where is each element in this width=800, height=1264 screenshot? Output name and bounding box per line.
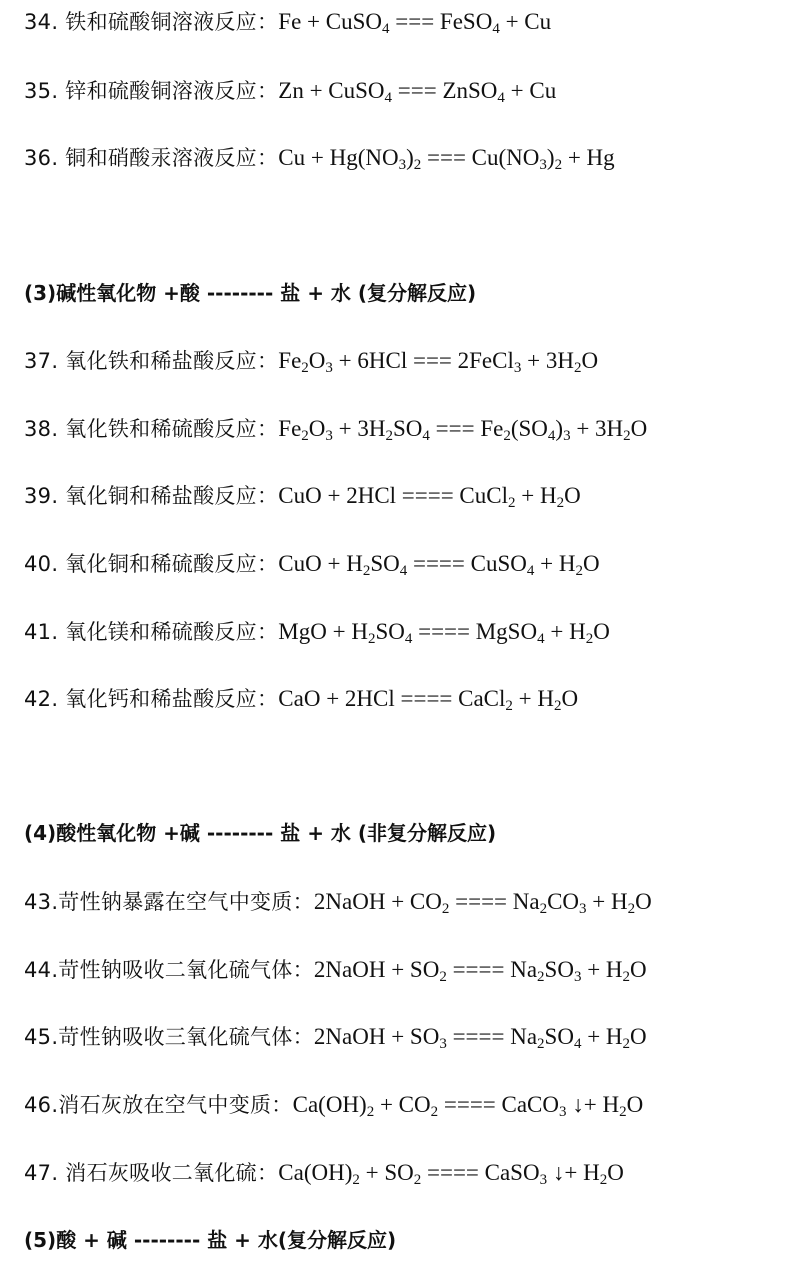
reaction-equation: CuO + $H_2SO_4$ ==== CuSO$_4$ + $H_2O$	[278, 551, 600, 579]
reaction-equation: $Ca(OH)_2 + CO_2$ ==== CaCO$_3$ ↓+ $H_2O$	[292, 1092, 644, 1120]
reaction-label: 34. 铁和硫酸铜溶液反应：	[24, 10, 279, 34]
reaction-equation: CuO + 2HCl ==== CuCl$_2$ + $H_2O$	[278, 483, 581, 511]
reaction-line	[24, 481, 790, 511]
section-heading	[24, 1225, 790, 1255]
reaction-line	[24, 143, 790, 173]
reaction-label: 41. 氧化镁和稀硫酸反应：	[24, 620, 279, 644]
reaction-line	[24, 617, 790, 647]
reaction-label: 43.苛性钠暴露在空气中变质：	[24, 890, 314, 914]
reaction-label: 35. 锌和硫酸铜溶液反应：	[24, 79, 279, 103]
reaction-equation: MgO + $H_2SO_4$ ==== MgSO$_4$ + $H_2O$	[278, 619, 610, 647]
reaction-equation: Zn + CuSO$_4$ === ZnSO$_4$ + Cu	[278, 78, 557, 106]
reaction-line	[24, 7, 790, 37]
section-heading-text: (3)碱性氧化物 +酸 -------- 盐 + 水 (复分解反应)	[24, 281, 477, 305]
reaction-label: 45.苛性钠吸收三氧化硫气体：	[24, 1025, 314, 1049]
reaction-equation: $Fe_2O_3 + 6HCl$ === 2FeCl$_3$ + $3H_2O$	[278, 348, 599, 376]
reaction-line	[24, 76, 790, 106]
section-heading	[24, 818, 790, 848]
reaction-line	[24, 414, 790, 444]
reaction-equation: 2NaOH + $SO_3$ ==== $Na_2SO_4 + H_2O$	[313, 1024, 647, 1052]
reaction-line	[24, 549, 790, 579]
reaction-line	[24, 1158, 790, 1188]
reaction-equation: $Cu + Hg(NO_3)_2$ === $Cu(NO_3)_2 + Hg$	[278, 145, 615, 173]
section-heading-text: (5)酸 + 碱 -------- 盐 + 水(复分解反应)	[24, 1228, 397, 1252]
reaction-label: 39. 氧化铜和稀盐酸反应：	[24, 484, 279, 508]
reaction-equation: CaO + 2HCl ==== CaCl$_2$ + $H_2O$	[278, 686, 579, 714]
reaction-equation: $Fe_2O_3 + 3H_2SO_4$ === $Fe_2(SO_4)_3 + 3H_2O$	[278, 416, 648, 444]
reaction-equation: Fe + CuSO$_4$ === FeSO$_4$ + Cu	[278, 9, 552, 37]
reaction-label: 42. 氧化钙和稀盐酸反应：	[24, 687, 279, 711]
reaction-line	[24, 684, 790, 714]
reaction-line	[24, 1022, 790, 1052]
reaction-label: 44.苛性钠吸收二氧化硫气体：	[24, 958, 314, 982]
reaction-label: 38. 氧化铁和稀硫酸反应：	[24, 417, 279, 441]
reaction-label: 46.消石灰放在空气中变质：	[24, 1093, 293, 1117]
reaction-line	[24, 1090, 790, 1120]
reaction-line	[24, 887, 790, 917]
reaction-equation: 2NaOH + $SO_2$ ==== $Na_2SO_3 + H_2O$	[313, 957, 647, 985]
reaction-equation: $Ca(OH)_2 + SO_2$ ==== CaSO$_3$ ↓+ $H_2O$	[278, 1160, 624, 1188]
reaction-label: 40. 氧化铜和稀硫酸反应：	[24, 552, 279, 576]
reaction-label: 36. 铜和硝酸汞溶液反应：	[24, 146, 279, 170]
reaction-equation: 2NaOH + $CO_2$ ==== $Na_2CO_3 + H_2O$	[313, 889, 652, 917]
reaction-label: 37. 氧化铁和稀盐酸反应：	[24, 349, 279, 373]
reaction-line	[24, 955, 790, 985]
reaction-line	[24, 346, 790, 376]
section-heading-text: (4)酸性氧化物 +碱 -------- 盐 + 水 (非复分解反应)	[24, 821, 497, 845]
section-heading	[24, 278, 790, 308]
reaction-label: 47. 消石灰吸收二氧化硫：	[24, 1161, 279, 1185]
